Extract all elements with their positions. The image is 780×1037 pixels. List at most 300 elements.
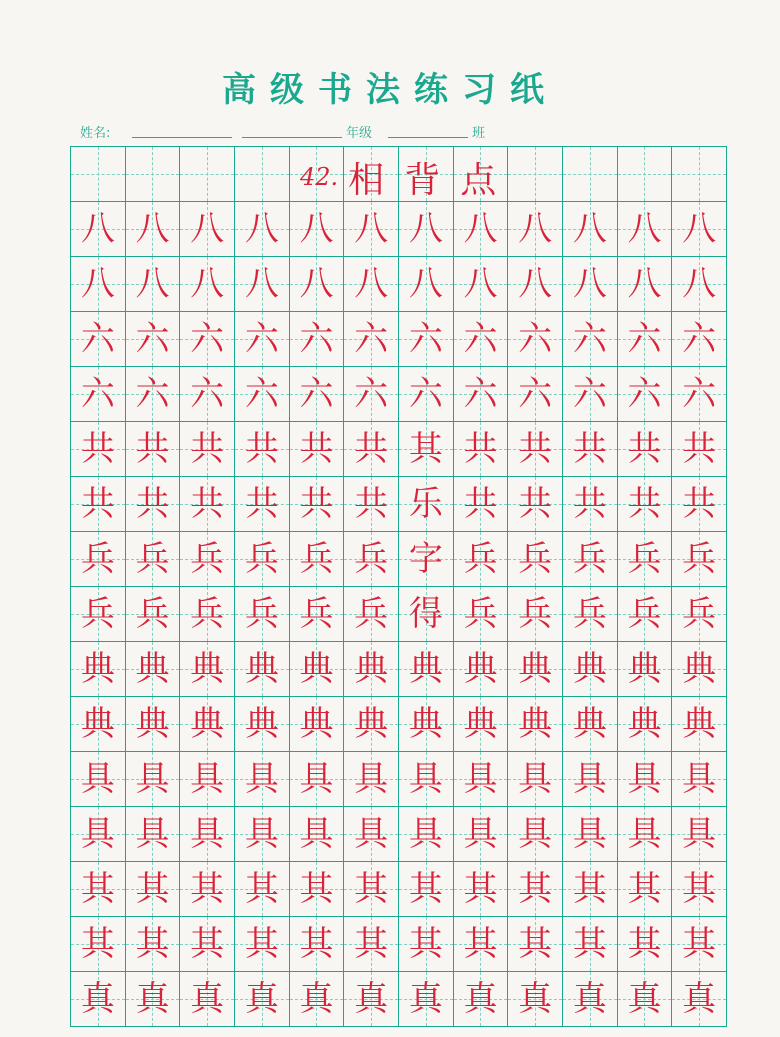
- grid-cell: [290, 587, 345, 642]
- practice-char: 典: [244, 649, 279, 689]
- practice-char: 典: [408, 704, 443, 744]
- practice-char: 其: [190, 924, 225, 964]
- grid-cell: [508, 752, 563, 807]
- grade-label: 年级: [346, 126, 373, 141]
- grid-cell: [672, 972, 727, 1027]
- practice-char: 六: [682, 319, 717, 359]
- grid-cell: [454, 202, 509, 257]
- grid-cell: [454, 477, 509, 532]
- practice-char: 六: [190, 319, 225, 359]
- grid-cell: [126, 422, 181, 477]
- practice-char: 具: [463, 814, 498, 854]
- practice-char: 兵: [463, 594, 498, 634]
- practice-char: 具: [354, 759, 389, 799]
- grid-cell: [180, 862, 235, 917]
- grid-cell: [508, 697, 563, 752]
- practice-char: 典: [682, 649, 717, 689]
- grid-cell-empty: [563, 147, 618, 202]
- grid-cell: [344, 587, 399, 642]
- grid-cell: [180, 312, 235, 367]
- practice-char: 共: [190, 484, 225, 524]
- grid-cell: [672, 202, 727, 257]
- grid-cell: [344, 367, 399, 422]
- practice-char: 其: [354, 924, 389, 964]
- grid-cell: [71, 752, 126, 807]
- grid-cell: [180, 642, 235, 697]
- practice-char: 具: [244, 814, 279, 854]
- lesson-number: 42.: [300, 163, 339, 191]
- practice-char: 真: [135, 979, 170, 1019]
- grid-cell: [672, 807, 727, 862]
- grid-cell: [344, 312, 399, 367]
- practice-char: 八: [190, 209, 225, 249]
- practice-char: 具: [135, 759, 170, 799]
- practice-char: 其: [572, 869, 607, 909]
- grid-cell: [508, 257, 563, 312]
- grid-cell: [618, 422, 673, 477]
- grid-cell: [71, 312, 126, 367]
- grid-cell: [399, 752, 454, 807]
- grid-cell: [126, 532, 181, 587]
- grid-cell-empty: [126, 147, 181, 202]
- grid-cell: [454, 532, 509, 587]
- practice-char: 兵: [627, 594, 662, 634]
- practice-char: 共: [299, 429, 334, 469]
- grid-cell: [399, 367, 454, 422]
- grid-cell: [618, 257, 673, 312]
- practice-char: 共: [463, 429, 498, 469]
- lesson-heading: [300, 152, 520, 202]
- practice-char: 六: [80, 319, 115, 359]
- practice-char: 八: [299, 209, 334, 249]
- practice-char: 六: [572, 374, 607, 414]
- grid-cell: [71, 257, 126, 312]
- practice-char: 六: [518, 374, 553, 414]
- grid-cell: [290, 202, 345, 257]
- grid-cell: [126, 587, 181, 642]
- practice-char: 八: [354, 209, 389, 249]
- practice-char: 具: [190, 814, 225, 854]
- practice-char: 真: [299, 979, 334, 1019]
- grid-cell: [618, 587, 673, 642]
- practice-char: 八: [135, 209, 170, 249]
- grid-cell: [290, 752, 345, 807]
- grid-cell: [344, 257, 399, 312]
- grid-cell: [399, 477, 454, 532]
- practice-char: 其: [244, 924, 279, 964]
- lesson-char: 相: [348, 159, 385, 201]
- grid-cell: [672, 367, 727, 422]
- practice-char: 共: [627, 484, 662, 524]
- grid-cell: [235, 972, 290, 1027]
- practice-char: 兵: [135, 539, 170, 579]
- practice-char: 兵: [572, 539, 607, 579]
- practice-grid: [70, 146, 727, 1027]
- grid-cell: [454, 367, 509, 422]
- grid-cell: [71, 862, 126, 917]
- practice-char: 其: [518, 924, 553, 964]
- practice-char: 其: [463, 924, 498, 964]
- grid-cell: [290, 312, 345, 367]
- practice-char: 共: [244, 429, 279, 469]
- practice-char: 八: [299, 264, 334, 304]
- practice-char: 兵: [244, 539, 279, 579]
- practice-char: 典: [682, 704, 717, 744]
- practice-char: 具: [190, 759, 225, 799]
- practice-char: 共: [518, 484, 553, 524]
- practice-char: 具: [463, 759, 498, 799]
- grid-cell: [344, 917, 399, 972]
- grid-cell: [71, 587, 126, 642]
- grid-cell: [344, 697, 399, 752]
- practice-char: 真: [682, 979, 717, 1019]
- practice-char: 共: [682, 484, 717, 524]
- practice-char: 典: [354, 649, 389, 689]
- name-blank[interactable]: [132, 137, 232, 138]
- grid-cell: [71, 367, 126, 422]
- grid-cell: [672, 642, 727, 697]
- grid-cell: [180, 477, 235, 532]
- grid-cell: [672, 422, 727, 477]
- practice-char: 其: [299, 924, 334, 964]
- grid-cell: [126, 752, 181, 807]
- grid-cell: [399, 972, 454, 1027]
- grid-cell: [71, 807, 126, 862]
- grid-cell: [454, 752, 509, 807]
- grid-cell: [180, 532, 235, 587]
- grid-cell: [563, 202, 618, 257]
- grid-cell: [672, 587, 727, 642]
- grid-cell: [71, 697, 126, 752]
- grid-cell: [235, 367, 290, 422]
- grid-cell: [126, 972, 181, 1027]
- practice-char: 具: [682, 814, 717, 854]
- practice-char: 典: [463, 704, 498, 744]
- grid-cell: [235, 202, 290, 257]
- practice-char: 共: [354, 429, 389, 469]
- grid-cell: [618, 642, 673, 697]
- grid-cell: [344, 752, 399, 807]
- grid-cell: [399, 202, 454, 257]
- practice-char: 共: [354, 484, 389, 524]
- grid-cell-empty: [235, 147, 290, 202]
- grid-cell: [508, 972, 563, 1027]
- practice-char: 共: [572, 484, 607, 524]
- practice-char: 兵: [354, 539, 389, 579]
- grid-cell: [508, 367, 563, 422]
- grid-cell: [508, 642, 563, 697]
- practice-char: 其: [408, 429, 443, 469]
- practice-char: 六: [354, 319, 389, 359]
- practice-char: 具: [518, 814, 553, 854]
- practice-char: 其: [682, 869, 717, 909]
- grid-cell: [618, 807, 673, 862]
- grid-cell: [618, 367, 673, 422]
- grid-cell: [180, 807, 235, 862]
- practice-char: 典: [135, 704, 170, 744]
- practice-char: 共: [682, 429, 717, 469]
- grid-cell: [126, 917, 181, 972]
- grid-cell: [399, 532, 454, 587]
- grid-cell: [71, 202, 126, 257]
- grid-cell-empty: [180, 147, 235, 202]
- grid-cell: [618, 202, 673, 257]
- grid-cell: [672, 312, 727, 367]
- grid-cell: [508, 532, 563, 587]
- grid-cell: [126, 862, 181, 917]
- grid-cell: [399, 587, 454, 642]
- practice-char: 兵: [572, 594, 607, 634]
- practice-char: 六: [135, 319, 170, 359]
- name-blank-2[interactable]: [242, 137, 342, 138]
- practice-char: 典: [354, 704, 389, 744]
- grid-cell: [618, 972, 673, 1027]
- practice-char: 具: [80, 814, 115, 854]
- practice-char: 共: [518, 429, 553, 469]
- practice-char: 六: [463, 319, 498, 359]
- grid-cell: [290, 642, 345, 697]
- practice-char: 六: [408, 319, 443, 359]
- grid-cell: [126, 367, 181, 422]
- grid-cell-empty: [618, 147, 673, 202]
- grid-cell: [71, 477, 126, 532]
- grid-cell: [399, 257, 454, 312]
- grid-cell: [344, 532, 399, 587]
- lesson-char: 点: [460, 159, 497, 201]
- grid-cell: [180, 422, 235, 477]
- practice-char: 具: [299, 759, 334, 799]
- grid-cell: [563, 697, 618, 752]
- practice-char: 其: [682, 924, 717, 964]
- grid-cell: [290, 862, 345, 917]
- grid-cell: [672, 477, 727, 532]
- practice-char: 其: [408, 869, 443, 909]
- practice-char: 共: [463, 484, 498, 524]
- practice-char: 真: [518, 979, 553, 1019]
- practice-char: 八: [80, 264, 115, 304]
- grid-cell: [508, 422, 563, 477]
- grid-cell: [71, 532, 126, 587]
- grid-cell: [399, 422, 454, 477]
- grid-cell: [126, 312, 181, 367]
- practice-char: 八: [244, 264, 279, 304]
- practice-char: 八: [518, 209, 553, 249]
- grid-cell: [454, 972, 509, 1027]
- grid-cell: [235, 807, 290, 862]
- practice-char: 八: [408, 209, 443, 249]
- practice-char: 六: [135, 374, 170, 414]
- practice-char: 六: [682, 374, 717, 414]
- grid-cell: [344, 422, 399, 477]
- grid-cell: [454, 257, 509, 312]
- grid-cell: [235, 697, 290, 752]
- grid-cell: [563, 312, 618, 367]
- practice-char: 其: [135, 869, 170, 909]
- practice-char: 具: [299, 814, 334, 854]
- practice-char: 典: [518, 649, 553, 689]
- grid-cell: [508, 312, 563, 367]
- practice-char: 六: [627, 319, 662, 359]
- practice-char: 具: [408, 759, 443, 799]
- grid-cell: [180, 972, 235, 1027]
- practice-char: 典: [299, 649, 334, 689]
- grid-cell: [126, 257, 181, 312]
- practice-char: 真: [572, 979, 607, 1019]
- grid-cell: [672, 697, 727, 752]
- practice-char: 其: [135, 924, 170, 964]
- practice-char: 典: [80, 704, 115, 744]
- practice-char: 典: [408, 649, 443, 689]
- practice-char: 共: [80, 429, 115, 469]
- grid-cell: [344, 972, 399, 1027]
- grid-cell: [344, 862, 399, 917]
- practice-char: 六: [518, 319, 553, 359]
- grid-cell: [399, 917, 454, 972]
- practice-char: 六: [627, 374, 662, 414]
- practice-char: 六: [244, 319, 279, 359]
- practice-char: 典: [627, 704, 662, 744]
- practice-char: 真: [80, 979, 115, 1019]
- grid-cell: [290, 257, 345, 312]
- practice-char: 八: [682, 209, 717, 249]
- practice-char: 真: [244, 979, 279, 1019]
- practice-char: 真: [408, 979, 443, 1019]
- practice-char: 其: [518, 869, 553, 909]
- grid-cell: [618, 477, 673, 532]
- practice-char: 其: [408, 924, 443, 964]
- practice-char: 六: [408, 374, 443, 414]
- practice-char: 八: [135, 264, 170, 304]
- class-label: 班: [472, 126, 486, 141]
- grid-cell: [454, 312, 509, 367]
- practice-char: 八: [682, 264, 717, 304]
- practice-char: 六: [572, 319, 607, 359]
- grid-cell: [454, 587, 509, 642]
- practice-char: 具: [408, 814, 443, 854]
- grid-cell: [563, 367, 618, 422]
- practice-char: 兵: [80, 539, 115, 579]
- practice-char: 兵: [682, 539, 717, 579]
- grid-cell: [290, 477, 345, 532]
- grid-cell: [563, 477, 618, 532]
- practice-char: 共: [80, 484, 115, 524]
- practice-char: 八: [463, 264, 498, 304]
- grid-cell: [618, 532, 673, 587]
- practice-char: 六: [299, 319, 334, 359]
- practice-char: 真: [463, 979, 498, 1019]
- grid-cell-empty: [672, 147, 727, 202]
- grid-cell: [126, 202, 181, 257]
- grade-blank[interactable]: [388, 137, 468, 138]
- practice-char: 八: [572, 209, 607, 249]
- grid-cell: [290, 807, 345, 862]
- grid-cell: [126, 697, 181, 752]
- grid-cell: [508, 917, 563, 972]
- grid-cell: [563, 642, 618, 697]
- grid-cell: [399, 862, 454, 917]
- grid-cell: [454, 697, 509, 752]
- practice-char: 八: [463, 209, 498, 249]
- grid-cell: [180, 587, 235, 642]
- grid-cell: [235, 752, 290, 807]
- practice-char: 典: [244, 704, 279, 744]
- practice-char: 具: [354, 814, 389, 854]
- grid-cell: [235, 477, 290, 532]
- grid-cell: [180, 367, 235, 422]
- grid-cell: [344, 477, 399, 532]
- practice-char: 八: [572, 264, 607, 304]
- grid-cell: [344, 642, 399, 697]
- grid-cell: [454, 862, 509, 917]
- grid-cell: [618, 862, 673, 917]
- grid-cell: [290, 697, 345, 752]
- practice-char: 其: [80, 924, 115, 964]
- grid-cell: [344, 807, 399, 862]
- practice-char: 真: [354, 979, 389, 1019]
- practice-char: 六: [244, 374, 279, 414]
- practice-char: 共: [190, 429, 225, 469]
- practice-char: 其: [354, 869, 389, 909]
- practice-char: 八: [244, 209, 279, 249]
- grid-cell: [563, 862, 618, 917]
- practice-char: 兵: [518, 539, 553, 579]
- practice-char: 其: [299, 869, 334, 909]
- grid-cell: [235, 257, 290, 312]
- practice-char: 具: [682, 759, 717, 799]
- practice-char: 具: [627, 759, 662, 799]
- practice-char: 具: [135, 814, 170, 854]
- grid-cell: [71, 972, 126, 1027]
- practice-char: 典: [135, 649, 170, 689]
- grid-cell: [618, 312, 673, 367]
- practice-char: 共: [135, 484, 170, 524]
- grid-cell: [344, 202, 399, 257]
- lesson-char: 背: [404, 159, 441, 201]
- practice-char: 乐: [408, 484, 443, 524]
- practice-char: 共: [135, 429, 170, 469]
- grid-cell: [235, 312, 290, 367]
- practice-char: 具: [627, 814, 662, 854]
- practice-char: 六: [80, 374, 115, 414]
- grid-cell: [508, 862, 563, 917]
- grid-cell: [618, 917, 673, 972]
- practice-char: 典: [572, 704, 607, 744]
- grid-cell: [454, 422, 509, 477]
- grid-cell: [235, 422, 290, 477]
- grid-cell: [618, 697, 673, 752]
- grid-cell: [508, 807, 563, 862]
- practice-char: 八: [627, 264, 662, 304]
- practice-char: 六: [299, 374, 334, 414]
- practice-char: 得: [408, 594, 443, 634]
- grid-cell: [180, 752, 235, 807]
- practice-char: 共: [299, 484, 334, 524]
- practice-char: 具: [518, 759, 553, 799]
- practice-char: 兵: [627, 539, 662, 579]
- practice-char: 八: [190, 264, 225, 304]
- grid-cell: [563, 752, 618, 807]
- grid-cell: [563, 917, 618, 972]
- practice-char: 典: [190, 704, 225, 744]
- practice-char: 八: [80, 209, 115, 249]
- grid-cell: [454, 642, 509, 697]
- practice-char: 八: [627, 209, 662, 249]
- practice-char: 兵: [299, 539, 334, 579]
- student-info-line: [80, 122, 720, 142]
- grid-cell: [454, 807, 509, 862]
- practice-char: 共: [244, 484, 279, 524]
- practice-char: 兵: [135, 594, 170, 634]
